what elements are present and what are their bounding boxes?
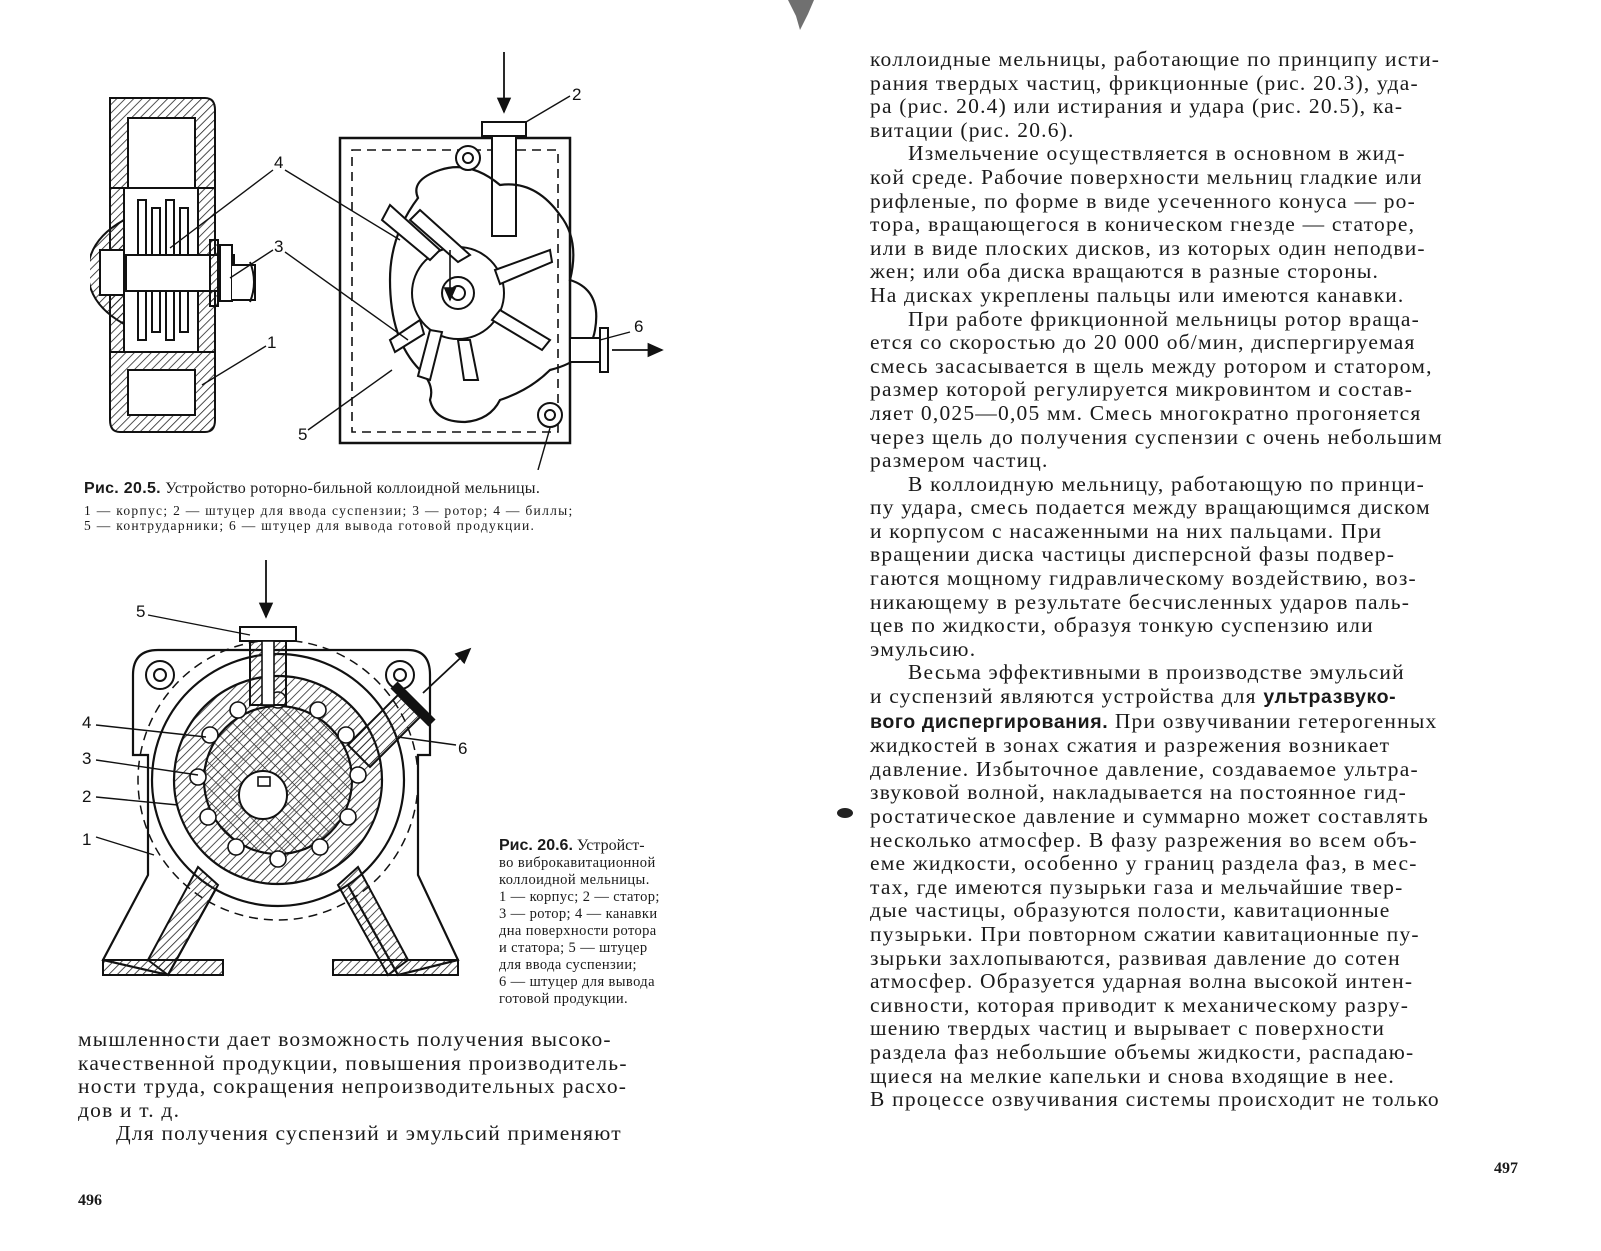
text-line: ра (рис. 20.4) или истирания и удара (рис. 20.5), ка- <box>870 94 1404 119</box>
fig-20-5-label-6: 6 <box>634 317 644 336</box>
fig-20-6-caption-title-line <box>499 836 717 855</box>
fig-20-6-label-5: 5 <box>136 602 146 621</box>
text-line: размер которой регулируется микровинтом и состав- <box>870 377 1414 402</box>
figure-20-6 <box>78 555 498 995</box>
left-page-text <box>78 1028 714 1146</box>
text-line: Для получения суспензий и эмульсий применяют <box>116 1121 622 1146</box>
text-line: шению твердых частиц и вырывает с поверхности <box>870 1016 1386 1041</box>
fig-20-6-caption-title-rest: Устройст- <box>576 837 645 854</box>
text-line <box>870 710 1520 735</box>
fig-20-6-caption-line: 1 — корпус; 2 — статор; <box>499 889 660 905</box>
fig-20-5-label-2: 2 <box>572 85 582 104</box>
fig-20-6-caption-line: дна поверхности ротора <box>499 923 657 939</box>
fig-20-5-legend <box>84 503 712 533</box>
page-number-right: 497 <box>1494 1160 1518 1177</box>
text-line: жидкостей в зонах сжатия и разрежения возникает <box>870 733 1391 758</box>
figure-20-5 <box>90 40 710 470</box>
fig-20-6-caption-line: коллоидной мельницы. <box>499 872 650 888</box>
fig-20-5-legend-line: 1 — корпус; 2 — штуцер для ввода суспензии; 3 — ротор; 4 — биллы; <box>84 503 574 518</box>
text-line: гаются мощному гидравлическому воздействию, воз- <box>870 566 1417 591</box>
text-line: зырьки захлопываются, развивая давление до сотен <box>870 945 1401 970</box>
text-line: эмульсию. <box>870 636 977 661</box>
figure-20-5-drawing <box>90 40 710 470</box>
fig-20-6-label-4: 4 <box>82 713 92 732</box>
text-line: щиеся на мелкие капельки и снова входящие в нее. <box>870 1063 1395 1088</box>
text-segment: и суспензий являются устройства для <box>870 684 1257 709</box>
fig-20-6-caption <box>499 836 717 1008</box>
fig-20-5-caption <box>84 480 540 498</box>
text-line: В коллоидную мельницу, работающую по принци- <box>908 471 1426 496</box>
text-line: Весьма эффективными в производстве эмульсий <box>908 660 1405 685</box>
text-bold-term: вого диспергирования. <box>870 710 1109 733</box>
text-line: мышленности дает возможность получения высоко- <box>78 1027 612 1051</box>
text-line: через щель до получения суспензии с очень небольшим <box>870 424 1443 449</box>
fig-20-6-label-6: 6 <box>458 739 468 758</box>
left-page <box>0 0 800 1251</box>
fig-20-6-label-2: 2 <box>82 787 92 806</box>
text-line: ется со скоростью до 20 000 об/мин, диспергируемая <box>870 330 1416 355</box>
fig-20-5-label-3: 3 <box>274 237 284 256</box>
text-line: ростатическое давление и суммарно может составлять <box>870 804 1429 828</box>
text-line: дов и т. д. <box>78 1097 181 1122</box>
fig-20-6-caption-line: готовой продукции. <box>499 991 629 1007</box>
text-line: вращении диска частицы дисперсной фазы подвер- <box>870 542 1396 567</box>
text-line: В процессе озвучивания системы происходит не только <box>870 1087 1440 1112</box>
text-line: и корпусом с насаженными на них пальцами. При <box>870 518 1383 543</box>
text-line: кой среде. Рабочие поверхности мельниц гладкие или <box>870 164 1423 189</box>
text-line: смесь засасывается в щель между ротором и статором, <box>870 353 1433 378</box>
right-page <box>800 0 1601 1251</box>
text-line: пу удара, смесь подается между вращающимся диском <box>870 495 1431 520</box>
text-line: сивности, которая приводит к механическому разру- <box>870 992 1410 1017</box>
text-segment: При озвучивании гетерогенных <box>1114 708 1438 733</box>
fig-20-6-caption-line: 3 — ротор; 4 — канавки <box>499 906 658 922</box>
mill-side-view <box>90 98 255 432</box>
fig-20-6-caption-line: 6 — штуцер для вывода <box>499 974 655 990</box>
text-line: ности труда, сокращения непроизводительных расхо- <box>78 1074 628 1099</box>
text-line: давление. Избыточное давление, создаваемое ультра- <box>870 756 1419 781</box>
page-number-left: 496 <box>78 1192 102 1209</box>
text-bold-term: ультразвуко- <box>1263 686 1397 709</box>
fig-20-6-caption-line: и статора; 5 — штуцер <box>499 940 648 956</box>
text-line: При работе фрикционной мельницы ротор враща- <box>908 306 1420 331</box>
fig-20-5-label-4: 4 <box>274 153 284 172</box>
text-line: цев по жидкости, образуя тонкую суспензию или <box>870 613 1374 638</box>
fig-20-6-caption-prefix: Рис. 20.6. <box>499 837 573 854</box>
fig-20-6-label-3: 3 <box>82 749 92 768</box>
text-line: несколько атмосфер. В фазу разрежения во всем объ- <box>870 827 1418 852</box>
text-line: звуковой волной, накладывается на постоянное гид- <box>870 780 1407 805</box>
text-line: ляет 0,025—0,05 мм. Смесь многократно прогоняется <box>870 400 1422 425</box>
right-page-text <box>870 48 1520 1112</box>
text-line: пузырьки. При повторном сжатии кавитационные пу- <box>870 921 1420 946</box>
fig-20-5-label-1: 1 <box>267 333 277 352</box>
figure-20-6-drawing <box>78 555 498 995</box>
fig-20-6-label-1: 1 <box>82 830 92 849</box>
fig-20-6-caption-line: для ввода суспензии; <box>499 957 637 973</box>
fig-20-5-legend-line: 5 — контрударники; 6 — штуцер для вывода готовой продукции. <box>84 518 536 533</box>
text-line: или в виде плоских дисков, из которых один неподви- <box>870 235 1426 260</box>
text-line: тах, где имеются пузырьки газа и мельчайшие твер- <box>870 874 1404 899</box>
text-line: жен; или оба диска вращаются в разные стороны. <box>870 259 1380 284</box>
fig-20-5-caption-prefix: Рис. 20.5. <box>84 480 161 497</box>
text-line: коллоидные мельницы, работающие по принципу исти- <box>870 47 1441 71</box>
text-line: размером частиц. <box>870 448 1049 473</box>
text-line: витации (рис. 20.6). <box>870 117 1075 142</box>
text-line: рания твердых частиц, фрикционные (рис. 20.3), уда- <box>870 70 1419 95</box>
text-line: На дисках укреплены пальцы или имеются канавки. <box>870 282 1405 307</box>
text-line: Измельчение осуществляется в основном в жид- <box>908 141 1406 166</box>
text-line: раздела фаз небольшие объемы жидкости, распадаю- <box>870 1039 1415 1064</box>
text-line: рифленые, по форме в виде усеченного конуса — ро- <box>870 188 1416 213</box>
fig-20-5-caption-title: Устройство роторно-бильной коллоидной мельницы. <box>165 480 541 497</box>
text-line: еме жидкости, особенно у границ раздела фаз, в мес- <box>870 851 1418 876</box>
text-line: атмосфер. Образуется ударная волна высокой интен- <box>870 969 1414 994</box>
text-line: качественной продукции, повышения производитель- <box>78 1050 628 1075</box>
mill-front-view <box>340 52 662 443</box>
text-line: дые частицы, образуются полости, кавитационные <box>870 898 1391 923</box>
text-line: никающему в результате бесчисленных ударов паль- <box>870 589 1411 614</box>
fig-20-6-caption-line: во виброкавитационной <box>499 855 656 871</box>
fig-20-5-label-5: 5 <box>298 425 308 444</box>
text-line <box>870 685 1520 710</box>
text-line: тора, вращающегося в коническом гнезде — статоре, <box>870 212 1416 237</box>
